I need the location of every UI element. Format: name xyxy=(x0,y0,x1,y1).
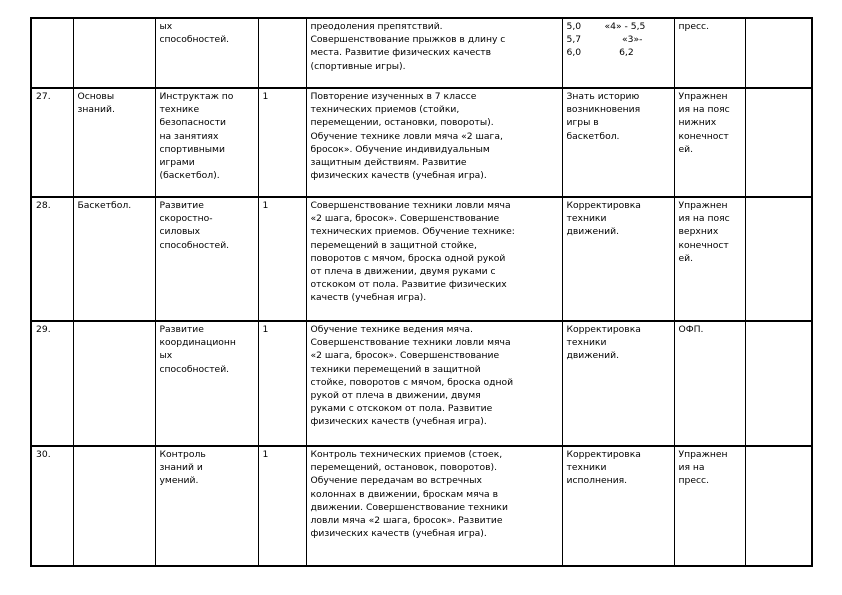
cell-line: техники xyxy=(566,462,607,474)
cell-line: координационн xyxy=(159,337,236,349)
section-cell xyxy=(73,18,155,88)
cell-line: Развитие xyxy=(159,324,204,335)
cell-line: исполнения. xyxy=(566,475,628,487)
table-row xyxy=(31,446,812,566)
cell-line: качеств (учебная игра). xyxy=(310,292,427,304)
cell-line: на занятиях xyxy=(159,130,219,142)
extra-cell xyxy=(745,197,812,321)
cell-line: техники xyxy=(566,213,607,225)
cell-line: нижних xyxy=(678,117,717,129)
cell-line: Инструктаж по xyxy=(159,91,234,102)
hours-cell xyxy=(258,18,306,88)
cell-line: Развитие xyxy=(159,200,204,211)
cell-line: физических качеств (учебная игра). xyxy=(310,528,487,540)
cell-line: безопасности xyxy=(159,117,227,129)
cell-line: физических качеств (учебная игра). xyxy=(310,170,487,182)
cell-line: «2 шага, бросок». Совершенствование xyxy=(310,213,500,225)
cell-line: игры в xyxy=(566,117,599,129)
cell-line: техники xyxy=(566,337,607,349)
lesson-plan-table xyxy=(30,17,813,567)
lesson-number: 29. xyxy=(31,321,73,446)
cell-line: ия на xyxy=(678,462,705,474)
hours-cell: 1 xyxy=(258,197,306,321)
cell-line: верхних xyxy=(678,226,719,238)
lesson-number: 30. xyxy=(31,446,73,566)
cell-line: 6,0 6,2 xyxy=(566,47,634,59)
homework-cell xyxy=(674,18,745,88)
table-row xyxy=(31,197,812,321)
cell-line: перемещений в защитной стойке, xyxy=(310,239,477,251)
cell-line: умений. xyxy=(159,475,199,487)
content-cell xyxy=(306,321,562,446)
cell-line: Совершенствование техники ловли мяча xyxy=(310,200,511,211)
cell-line: Корректировка xyxy=(566,200,641,211)
cell-line: Упражнен xyxy=(678,449,728,460)
cell-line: бросок». Обучение индивидуальным xyxy=(310,143,490,155)
extra-cell xyxy=(745,446,812,566)
cell-line: Обучение передачам во встречных xyxy=(310,475,482,487)
cell-line: 5,7 «3»- xyxy=(566,34,643,46)
table-row xyxy=(31,18,812,88)
cell-line: пресс. xyxy=(678,21,710,32)
homework-cell xyxy=(674,321,745,446)
cell-line: отскоком от пола. Развитие физических xyxy=(310,279,507,291)
cell-line: стойке, поворотов с мячом, броска одной xyxy=(310,376,514,388)
cell-line: руками с отскоком от пола. Развитие xyxy=(310,403,493,415)
cell-line: пресс. xyxy=(678,475,710,487)
cell-line: конечност xyxy=(678,239,729,251)
cell-line: способностей. xyxy=(159,363,230,375)
cell-line: знаний и xyxy=(159,462,203,474)
cell-line: (спортивные игры). xyxy=(310,60,406,72)
cell-line: движении. Совершенствование техники xyxy=(310,501,508,513)
lesson-number xyxy=(31,18,73,88)
cell-line: технических приемов. Обучение технике: xyxy=(310,226,515,238)
cell-line: ых xyxy=(159,350,173,362)
cell-line: скоростно- xyxy=(159,213,213,225)
cell-line: силовых xyxy=(159,226,201,238)
cell-line: Упражнен xyxy=(678,200,728,211)
content-cell xyxy=(306,18,562,88)
cell-line: конечност xyxy=(678,130,729,142)
cell-line: места. Развитие физических качеств xyxy=(310,47,492,59)
cell-line: рукой от плеча в движении, двумя xyxy=(310,390,481,402)
cell-line: способностей. xyxy=(159,239,230,251)
cell-line: техники перемещений в защитной xyxy=(310,363,481,375)
cell-line: баскетбол. xyxy=(566,130,620,142)
cell-line: Контроль xyxy=(159,449,206,460)
table-row xyxy=(31,321,812,446)
requirements-cell xyxy=(562,446,674,566)
cell-line: движений. xyxy=(566,350,620,362)
extra-cell xyxy=(745,18,812,88)
cell-line: ловли мяча «2 шага, бросок». Развитие xyxy=(310,515,503,527)
cell-line: Основы xyxy=(77,91,115,102)
cell-line: ых xyxy=(159,21,173,32)
cell-line: спортивными xyxy=(159,143,225,155)
content-cell xyxy=(306,446,562,566)
cell-line: Совершенствование прыжков в длину с xyxy=(310,34,506,46)
cell-line: Корректировка xyxy=(566,324,641,335)
homework-cell xyxy=(674,197,745,321)
cell-line: Совершенствование техники ловли мяча xyxy=(310,337,511,349)
cell-line: Контроль технических приемов (стоек, xyxy=(310,449,503,460)
cell-line: поворотов с мячом, броска одной рукой xyxy=(310,252,506,264)
section-cell xyxy=(73,446,155,566)
lesson-number: 27. xyxy=(31,88,73,197)
cell-line: технике xyxy=(159,104,200,116)
cell-line: ОФП. xyxy=(678,324,704,335)
topic-cell xyxy=(155,88,258,197)
cell-line: 5,0 «4» - 5,5 xyxy=(566,21,646,32)
cell-line: ей. xyxy=(678,252,694,264)
table-row xyxy=(31,88,812,197)
content-cell xyxy=(306,197,562,321)
requirements-cell xyxy=(562,88,674,197)
cell-line: знаний. xyxy=(77,104,115,116)
topic-cell xyxy=(155,18,258,88)
cell-line: преодоления препятствий. xyxy=(310,21,443,32)
hours-cell: 1 xyxy=(258,88,306,197)
cell-line: (баскетбол). xyxy=(159,170,220,182)
section-cell xyxy=(73,197,155,321)
topic-cell xyxy=(155,197,258,321)
section-cell xyxy=(73,88,155,197)
cell-line: играми xyxy=(159,157,195,169)
cell-line: Корректировка xyxy=(566,449,641,460)
cell-line: перемещений, остановок, поворотов). xyxy=(310,462,498,474)
cell-line: ей. xyxy=(678,143,694,155)
cell-line: ия на пояс xyxy=(678,213,730,225)
requirements-cell xyxy=(562,18,674,88)
cell-line: «2 шага, бросок». Совершенствование xyxy=(310,350,500,362)
cell-line: Знать историю xyxy=(566,91,640,102)
homework-cell xyxy=(674,88,745,197)
topic-cell xyxy=(155,321,258,446)
cell-line: колоннах в движении, броскам мяча в xyxy=(310,488,499,500)
topic-cell xyxy=(155,446,258,566)
extra-cell xyxy=(745,321,812,446)
lesson-number: 28. xyxy=(31,197,73,321)
cell-line: перемещении, остановки, повороты). xyxy=(310,117,494,129)
cell-line: ия на пояс xyxy=(678,104,730,116)
cell-line: движений. xyxy=(566,226,620,238)
requirements-cell xyxy=(562,321,674,446)
hours-cell: 1 xyxy=(258,321,306,446)
cell-line: способностей. xyxy=(159,34,230,46)
cell-line: от плеча в движении, двумя руками с xyxy=(310,266,496,278)
cell-line: возникновения xyxy=(566,104,641,116)
cell-line: технических приемов (стойки, xyxy=(310,104,460,116)
extra-cell xyxy=(745,88,812,197)
cell-line: Упражнен xyxy=(678,91,728,102)
cell-line: Обучение технике ловли мяча «2 шага, xyxy=(310,130,503,142)
requirements-cell xyxy=(562,197,674,321)
hours-cell: 1 xyxy=(258,446,306,566)
cell-line: защитным действиям. Развитие xyxy=(310,157,467,169)
cell-line: физических качеств (учебная игра). xyxy=(310,416,487,428)
cell-line: Обучение технике ведения мяча. xyxy=(310,324,473,335)
homework-cell xyxy=(674,446,745,566)
cell-line: Повторение изученных в 7 классе xyxy=(310,91,477,102)
section-cell xyxy=(73,321,155,446)
content-cell xyxy=(306,88,562,197)
cell-line: Баскетбол. xyxy=(77,200,132,211)
